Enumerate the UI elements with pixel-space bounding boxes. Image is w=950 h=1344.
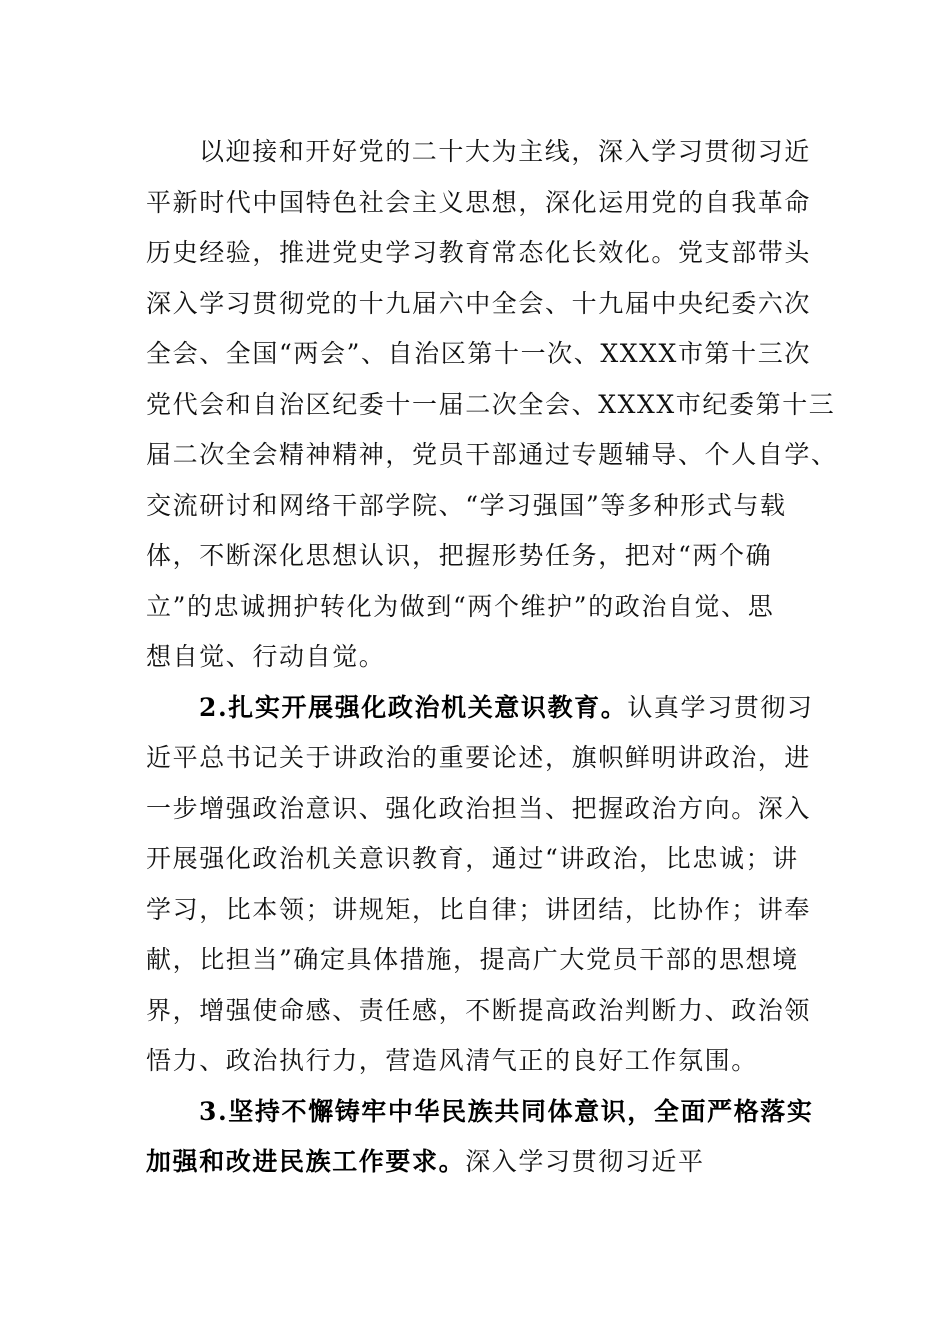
- paragraph-line: 想自觉、行动自觉。: [146, 642, 386, 671]
- section-3-second-line: [146, 1137, 796, 1188]
- section-2-heading: 2.扎实开展强化政治机关意识教育。: [199, 692, 628, 722]
- section-3-text: 深入学习贯彻习近平: [465, 1147, 705, 1176]
- paragraph-line: 体，不断深化思想认识，把握形势任务，把对“两个确: [146, 541, 773, 570]
- section-3: [146, 1087, 814, 1188]
- paragraph-line: 一步增强政治意识、强化政治担当、把握政治方向。深入: [146, 793, 812, 823]
- paragraph-line: 献，比担当”确定具体措施，提高广大党员干部的思想境: [146, 945, 799, 974]
- paragraph-line: 近平总书记关于讲政治的重要论述，旗帜鲜明讲政治，进: [146, 743, 812, 772]
- paragraph-line: 学习，比本领；讲规矩，比自律；讲团结，比协作；讲奉: [146, 894, 812, 924]
- paragraph-line: 全会、全国“两会”、自治区第十一次、XXXX市第十三次: [146, 339, 811, 368]
- paragraph-line: 以迎接和开好党的二十大为主线，深入学习贯彻习近: [199, 137, 811, 166]
- section-3-heading-line-1: 3.坚持不懈铸牢中华民族共同体意识，全面严格落实: [199, 1096, 814, 1126]
- paragraph-line: 界，增强使命感、责任感，不断提高政治判断力、政治领: [146, 995, 812, 1025]
- paragraph-line: 深入学习贯彻党的十九届六中全会、十九届中央纪委六次: [146, 288, 812, 318]
- paragraph-line: 交流研讨和网络干部学院、“学习强国”等多种形式与载: [146, 490, 787, 520]
- section-2-first-line-text: 认真学习贯彻习: [627, 692, 814, 722]
- paragraph-line: 历史经验，推进党史学习教育常态化长效化。党支部带头: [146, 238, 812, 267]
- section-2: [146, 683, 814, 1087]
- paragraph-line: 平新时代中国特色社会主义思想，深化运用党的自我革命: [146, 187, 812, 217]
- paragraph-line: 届二次全会精神精神，党员干部通过专题辅导、个人自学、: [146, 440, 838, 469]
- paragraph-1: [146, 127, 838, 683]
- paragraph-line: 立”的忠诚拥护转化为做到“两个维护”的政治自觉、思: [146, 591, 775, 621]
- document-body: [146, 127, 838, 1188]
- paragraph-line: 开展强化政治机关意识教育，通过“讲政治，比忠诚；讲: [146, 844, 799, 873]
- section-3-heading-line-2: 加强和改进民族工作要求。: [146, 1147, 466, 1176]
- paragraph-line: 党代会和自治区纪委十一届二次全会、XXXX市纪委第十三: [146, 389, 836, 419]
- paragraph-line: 悟力、政治执行力，营造风清气正的良好工作氛围。: [146, 1046, 758, 1075]
- section-2-first-line: [146, 683, 814, 734]
